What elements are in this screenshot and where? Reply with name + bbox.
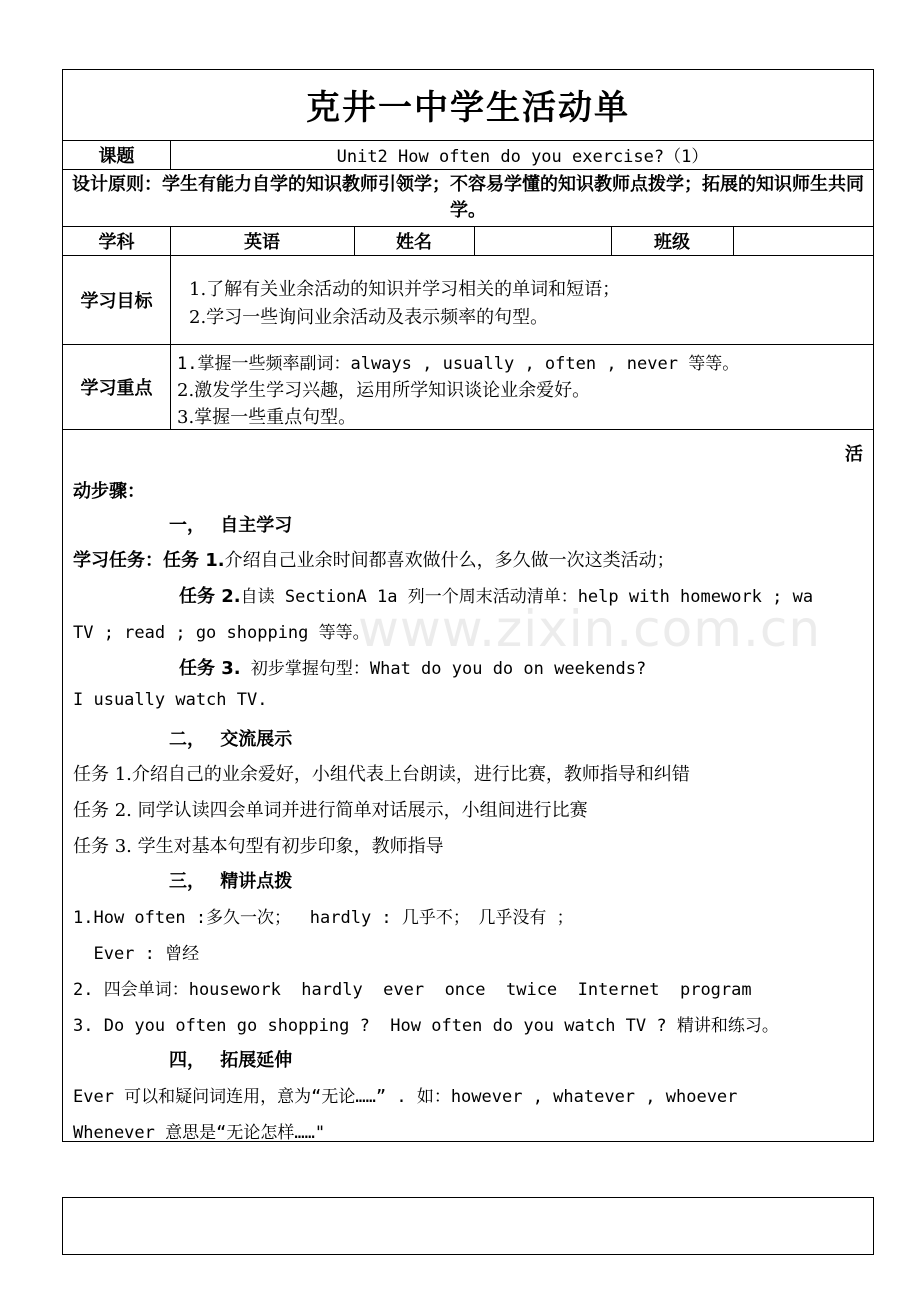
principle-text: 学生有能力自学的知识教师引领学；不容易学懂的知识教师点拨学；拓展的知识师生共同学。	[162, 174, 864, 221]
subject-value: 英语	[244, 231, 280, 253]
section-heading: 四， 拓展延伸	[169, 1050, 293, 1071]
task3-text: 初步掌握句型：What do you do on weekends?	[240, 659, 647, 679]
section-heading: 三， 精讲点拨	[169, 871, 293, 892]
exchange-line: 任务 1.介绍自己的业余爱好，小组代表上台朗读，进行比赛，教师指导和纠错	[73, 764, 690, 785]
task1-label: 任务 1.	[163, 550, 225, 571]
task3-cont: I usually watch TV.	[73, 690, 268, 710]
key-points-label: 学习重点	[80, 377, 153, 399]
page-title: 克井一中学生活动单	[306, 88, 630, 128]
col-divider	[170, 226, 171, 429]
extend-line: Ever 可以和疑问词连用，意为“无论……” . 如：however , whatever , whoever	[73, 1087, 738, 1107]
section-heading: 二， 交流展示	[169, 729, 293, 750]
steps-label-part2: 动步骤：	[73, 481, 145, 502]
name-label: 姓名	[396, 231, 432, 253]
design-principle	[71, 172, 865, 224]
footer-box	[62, 1197, 874, 1255]
class-field[interactable]	[733, 226, 875, 255]
row-divider	[63, 344, 873, 345]
task-label: 学习任务：	[73, 550, 163, 571]
key-point-item: 3.掌握一些重点句型。	[177, 407, 357, 428]
row-divider	[63, 255, 873, 256]
task1-line	[73, 546, 873, 572]
topic-value: Unit2 How often do you exercise?（1）	[336, 147, 709, 167]
key-point-item: 1.掌握一些频率副词：always , usually , often , never 等等。	[177, 354, 740, 374]
task2-text: 自读 SectionA 1a 列一个周末活动清单：help with homework ; wa	[240, 587, 814, 607]
explain-line: 2. 四会单词：housework hardly ever once twice Internet program	[73, 980, 752, 1000]
steps-label-part1: 活	[845, 444, 863, 465]
row-divider	[63, 429, 873, 430]
goals-label: 学习目标	[80, 290, 153, 312]
topic-label: 课题	[98, 145, 135, 167]
task3-label: 任务 3.	[179, 658, 241, 679]
principle-label: 设计原则：	[72, 174, 162, 195]
name-field[interactable]	[474, 226, 611, 255]
task2-cont: TV ; read ; go shopping 等等。	[73, 623, 370, 643]
explain-line: 3. Do you often go shopping ? How often do you watch TV ? 精讲和练习。	[73, 1016, 779, 1036]
key-point-item: 2.激发学生学习兴趣，运用所学知识谈论业余爱好。	[177, 380, 591, 401]
subject-label: 学科	[98, 231, 135, 253]
goal-item: 2.学习一些询问业余活动及表示频率的句型。	[189, 307, 549, 328]
goal-item: 1.了解有关业余活动的知识并学习相关的单词和短语；	[189, 279, 621, 300]
section-heading: 一， 自主学习	[169, 515, 293, 536]
exchange-line: 任务 2. 同学认读四会单词并进行简单对话展示，小组间进行比赛	[73, 800, 588, 821]
watermark: www.zixin.com.cn	[358, 600, 822, 658]
task1-text: 介绍自己业余时间都喜欢做什么，多久做一次这类活动；	[224, 550, 675, 571]
extend-line: Whenever 意思是“无论怎样……"	[73, 1123, 326, 1143]
task2-label: 任务 2.	[179, 586, 241, 607]
class-label: 班级	[654, 231, 690, 253]
exchange-line: 任务 3. 学生对基本句型有初步印象，教师指导	[73, 836, 444, 857]
explain-line: 1.How often :多久一次； hardly : 几乎不； 几乎没有 ；	[73, 908, 574, 928]
explain-line: Ever : 曾经	[73, 944, 200, 964]
row-divider	[63, 169, 873, 170]
